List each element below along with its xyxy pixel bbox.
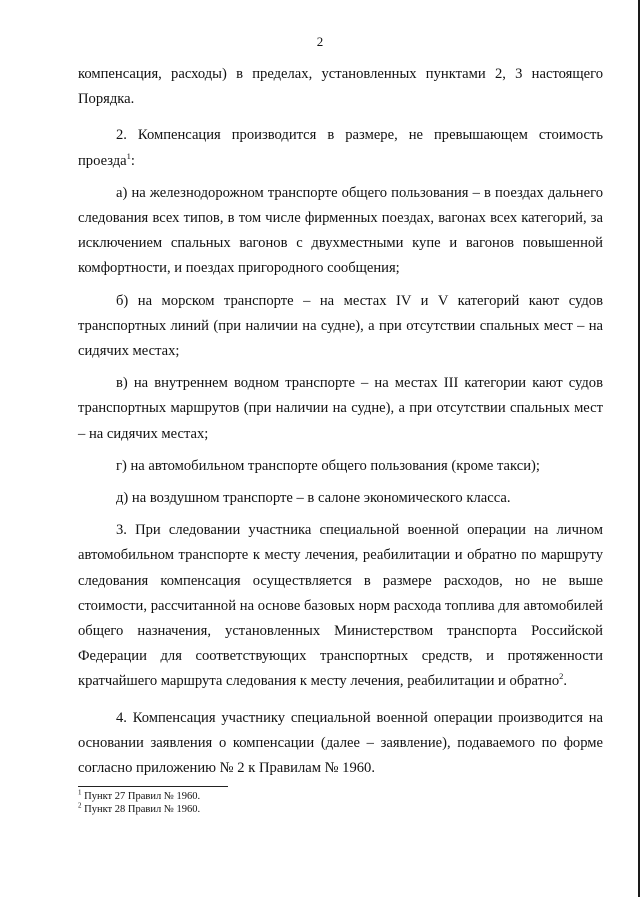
item-a: а) на железнодорожном транспорте общего пользования – в поездах дальнего следования всех типов, в том числе фирменных поездах, вагонах всех категорий, за исключением спальных вагонов с двухместными купе и вагонов повышенной комфортности, и поездах пригородного сообщения; [78, 184, 603, 277]
footnote-ref-2: 2 [559, 671, 564, 682]
paragraph-2 [78, 123, 603, 173]
item-b: б) на морском транспорте – на местах IV и V категорий кают судов транспортных линий (при наличии на судне), а при отсутствии спальных мест – на сидячих местах; [78, 292, 603, 360]
paragraph-2-text: 2. Компенсация производится в размере, не превышающем стоимость проезда [78, 127, 603, 169]
footnote-1-mark: 1 [78, 788, 82, 797]
item-e: д) на воздушном транспорте – в салоне экономического класса. [116, 490, 511, 507]
paragraph-3-tail: . [563, 673, 568, 690]
item-d: г) на автомобильном транспорте общего пользования (кроме такси); [116, 457, 540, 474]
paragraph-continuation: компенсация, расходы) в пределах, установленных пунктами 2, 3 настоящего Порядка. [78, 66, 603, 108]
footnote-2 [78, 803, 378, 816]
paragraph-2-tail: : [130, 152, 135, 169]
footnote-2-text: Пункт 28 Правил № 1960. [81, 804, 201, 815]
paragraph-3 [78, 518, 603, 694]
footnote-1 [78, 790, 378, 803]
footnote-ref-1: 1 [126, 150, 131, 161]
footnotes [78, 790, 378, 816]
paragraph-3-text: 3. При следовании участника специальной военной операции на личном автомобильном транспорте к месту лечения, реабилитации и обратно по маршруту следования компенсация осуществляется в размере расходов, но не выше стоимости, рассчитанной на основе базовых норм расхода топлива для автомобилей общего назначения, установленных Министерством транспорта Российской Федерации для соответствующих транспортных средств, и протяженности кратчайшего маршрута следования к месту лечения, реабилитации и обратно [78, 522, 603, 690]
paragraph-4: 4. Компенсация участнику специальной военной операции производится на основании заявления о компенсации (далее – заявление), подаваемого по форме согласно приложению № 2 к Правилам № 1960. [78, 709, 603, 777]
footnote-separator [78, 786, 228, 787]
footnote-1-text: Пункт 27 Правил № 1960. [81, 791, 201, 802]
item-c: в) на внутреннем водном транспорте – на местах III категории кают судов транспортных маршрутов (при наличии на судне), а при отсутствии спальных мест – на сидячих местах; [78, 375, 603, 442]
page-number: 2 [316, 34, 324, 49]
document-body [78, 62, 603, 781]
footnote-2-mark: 2 [78, 801, 82, 810]
